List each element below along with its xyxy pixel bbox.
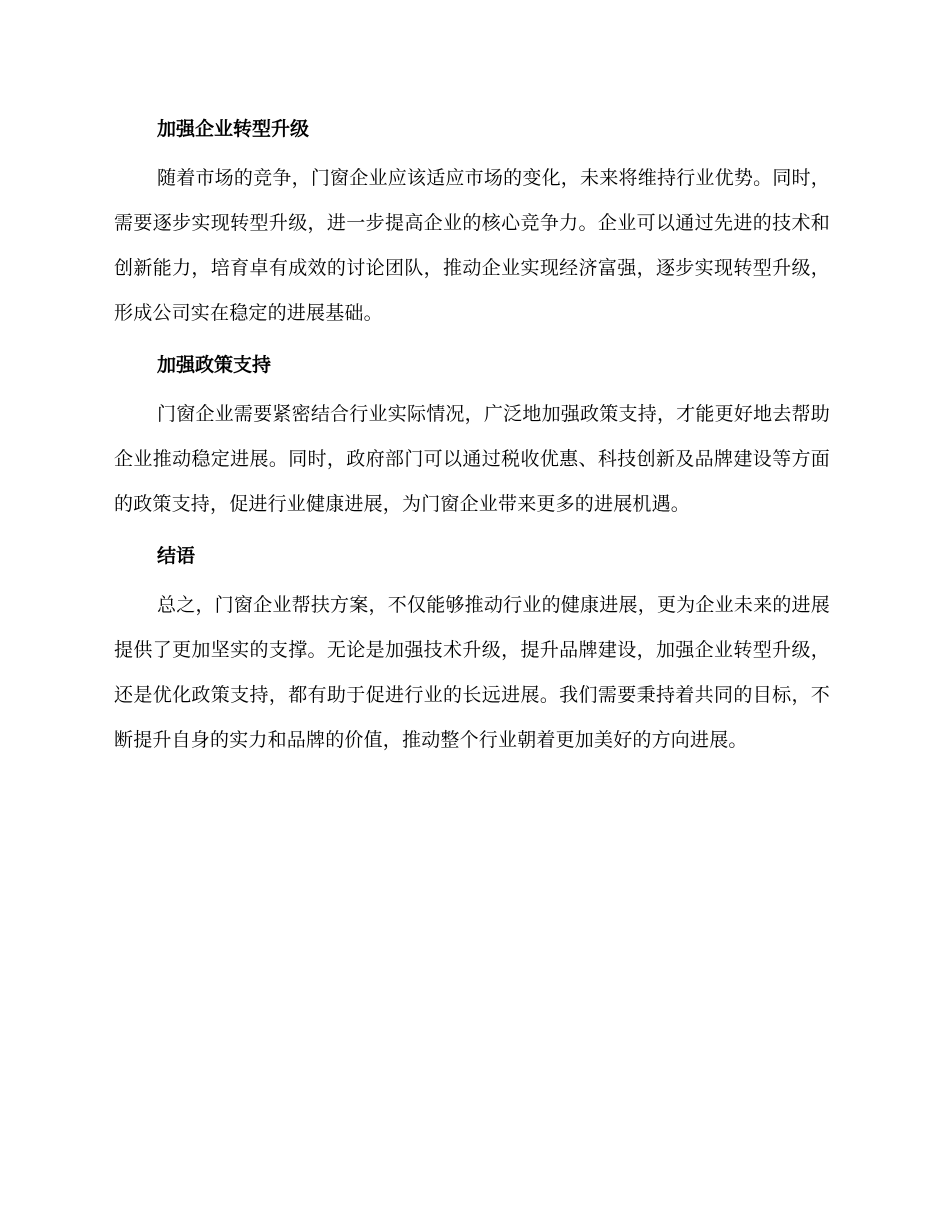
section-paragraph-conclusion: 总之，门窗企业帮扶方案，不仅能够推动行业的健康进展，更为企业未来的进展提供了更加坚实的支撑。无论是加强技术升级，提升品牌建设，加强企业转型升级，还是优化政策支持，都有助于促进行业的长远进展。我们需要秉持着共同的目标，不断提升自身的实力和品牌的价值，推动整个行业朝着更加美好的方向进展。 xyxy=(114,594,830,751)
section-paragraph-policy: 门窗企业需要紧密结合行业实际情况，广泛地加强政策支持，才能更好地去帮助企业推动稳定进展。同时，政府部门可以通过税收优惠、科技创新及品牌建设等方面的政策支持，促进行业健康进展，为门窗企业带来更多的进展机遇。 xyxy=(114,403,830,515)
document-page xyxy=(114,108,830,771)
section-heading-conclusion: 结语 xyxy=(157,545,196,567)
section-paragraph-transformation: 随着市场的竞争，门窗企业应该适应市场的变化，未来将维持行业优势。同时，需要逐步实现转型升级，进一步提高企业的核心竞争力。企业可以通过先进的技术和创新能力，培育卓有成效的讨论团队，推动企业实现经济富强，逐步实现转型升级，形成公司实在稳定的进展基础。 xyxy=(114,167,830,324)
section-heading-transformation: 加强企业转型升级 xyxy=(157,118,310,140)
section-heading-policy: 加强政策支持 xyxy=(157,354,272,376)
